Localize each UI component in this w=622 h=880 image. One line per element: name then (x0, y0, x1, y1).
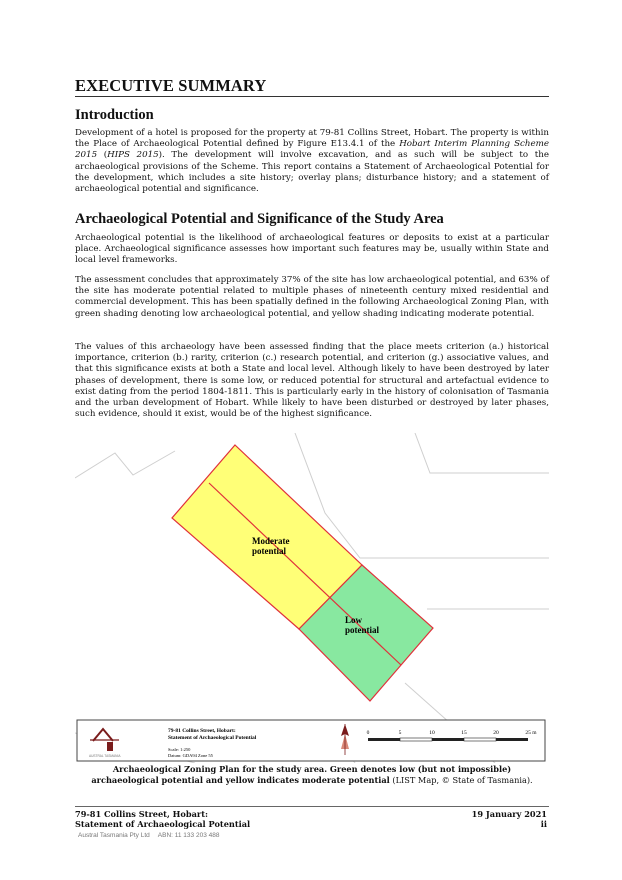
scale-tick: 20 (493, 730, 499, 736)
moderate-label-2: potential (252, 546, 287, 556)
heading-rule (75, 96, 549, 97)
legend-company: AUSTRAL TASMANIA (89, 754, 121, 758)
legend-title-2: Statement of Archaeological Potential (168, 735, 257, 741)
intro-title: Introduction (75, 107, 154, 123)
scale-tick: 10 (429, 730, 435, 736)
map-legend (77, 720, 545, 761)
plan-abbr: HIPS 2015 (107, 150, 159, 161)
scale-tick: 15 (461, 730, 467, 736)
plan-name: Hobart Interim Planning Scheme 2015 (75, 139, 549, 161)
footer-title: 79-81 Collins Street, Hobart: Statement of Archaeological Potential (75, 809, 251, 829)
potential-title: Archaeological Potential and Significance of the Study Area (75, 211, 444, 227)
footer-date-page (472, 809, 547, 829)
footer-date: 19 January 2021 (471, 809, 547, 819)
scale-tick: 25 m (525, 730, 537, 736)
scale-bar (368, 738, 528, 741)
scale-tick: 5 (398, 730, 402, 736)
footer-rule (75, 806, 549, 807)
figure-caption: Archaeological Zoning Plan for the study area. Green denotes low (but not impossible) archaeological potential and yellow indicates moderate potential (LIST Map, © State of Tasmania). (91, 764, 533, 785)
legend-scale: Scale: 1:250 (168, 747, 191, 752)
zoning-plan-map (75, 433, 549, 763)
potential-paragraph-1: Archaeological potential is the likelihood of archaeological features or deposits to exist at a particular place. Archaeological significance assesses how important such features may be, usually within State and local level frameworks. (75, 233, 549, 266)
moderate-label: Moderate (252, 536, 290, 546)
scale-tick: 0 (366, 730, 370, 736)
low-label: Low (345, 615, 363, 625)
page-heading: EXECUTIVE SUMMARY (75, 76, 267, 95)
footer-company: Austral Tasmania Pty Ltd ABN: 11 133 203 488 (78, 832, 220, 839)
page-number: ii (540, 819, 547, 829)
legend-title-1: 79-81 Collins Street, Hobart: (168, 728, 236, 734)
potential-paragraph-3: The values of this archaeology have been assessed finding that the place meets criterion (a.) historical importance, criterion (b.) rarity, criterion (c.) research potential, and criterion (g.) associative values, and that this significance exists at both a State and local level. Although likely to have been destroyed by later phases of development, there is some low, or reduced potential for structural and artefactual evidence to exist dating from the period 1804-1811. This is particularly early in the history of colonisation of Tasmania and the urban development of Hobart. While likely to have been disturbed or destroyed by later phases, such evidence, should it exist, would be of the highest significance. (75, 342, 549, 420)
legend-datum: Datum: GDA94 Zone 55 (168, 753, 213, 758)
low-label-2: potential (345, 625, 380, 635)
intro-paragraph: Development of a hotel is proposed for the property at 79-81 Collins Street, Hobart. The property is within the Place of Archaeological Potential defined by Figure E13.4.1 of the Hobart Interim Planning Scheme 2015 (HIPS 2015). The development will involve excavation, and as such will be subject to the archaeological provisions of the Scheme. This report contains a Statement of Archaeological Potential for the development, which includes a site history; overlay plans; disturbance history; and a statement of archaeological potential and significance. (75, 128, 549, 195)
potential-paragraph-2: The assessment concludes that approximately 37% of the site has low archaeological potential, and 63% of the site has moderate potential related to multiple phases of nineteenth century mixed residential and commercial development. This has been spatially defined in the following Archaeological Zoning Plan, with green shading denoting low archaeological potential, and yellow shading indicating moderate potential. (75, 275, 549, 319)
